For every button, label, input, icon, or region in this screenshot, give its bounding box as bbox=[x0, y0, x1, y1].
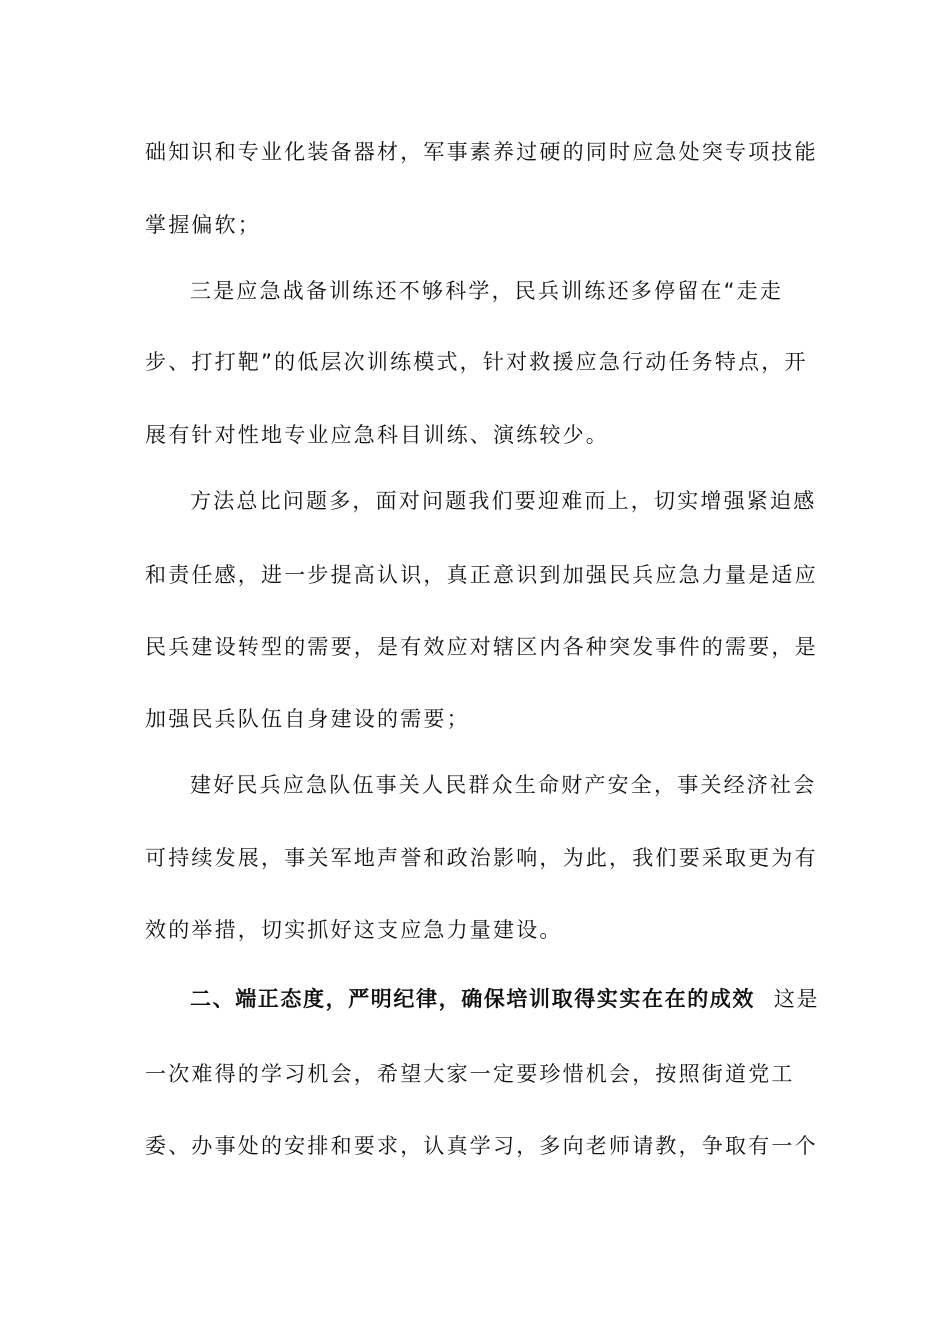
paragraph-line-4: 步、打打靶”的低层次训练模式，针对救援应急行动任务特点，开 bbox=[145, 350, 808, 374]
paragraph-line-13: 一次难得的学习机会，希望大家一定要珍惜机会，按照街道党工 bbox=[145, 1062, 795, 1086]
paragraph-line-5: 展有针对性地专业应急科目训练、演练较少。 bbox=[145, 423, 609, 447]
paragraph-line-7: 和责任感，进一步提高认识，真正意识到加强民兵应急力量是适应 bbox=[145, 563, 818, 587]
heading-line bbox=[190, 984, 819, 1014]
paragraph-line-2: 掌握偏软； bbox=[145, 213, 261, 237]
paragraph-line-11: 可持续发展，事关军地声誉和政治影响，为此，我们要采取更为有 bbox=[145, 846, 818, 870]
paragraph-line-12: 效的举措，切实抓好这支应急力量建设。 bbox=[145, 918, 563, 942]
paragraph-line-14: 委、办事处的安排和要求，认真学习，多向老师请教，争取有一个 bbox=[145, 1134, 818, 1158]
paragraph-line-3: 三是应急战备训练还不够科学，民兵训练还多停留在“走走 bbox=[190, 279, 784, 303]
section-heading: 二、端正态度，严明纪律，确保培训取得实实在在的成效 bbox=[190, 987, 755, 1011]
paragraph-line-9: 加强民兵队伍自身建设的需要； bbox=[145, 707, 470, 731]
paragraph-line-10: 建好民兵应急队伍事关人民群众生命财产安全，事关经济社会 bbox=[190, 773, 817, 797]
paragraph-line-1: 础知识和专业化装备器材，军事素养过硬的同时应急处突专项技能 bbox=[145, 140, 818, 164]
paragraph-line-8: 民兵建设转型的需要，是有效应对辖区内各种突发事件的需要，是 bbox=[145, 635, 818, 659]
paragraph-line-6: 方法总比问题多，面对问题我们要迎难而上，切实增强紧迫感 bbox=[190, 489, 817, 513]
heading-tail-text: 这是 bbox=[773, 987, 820, 1011]
